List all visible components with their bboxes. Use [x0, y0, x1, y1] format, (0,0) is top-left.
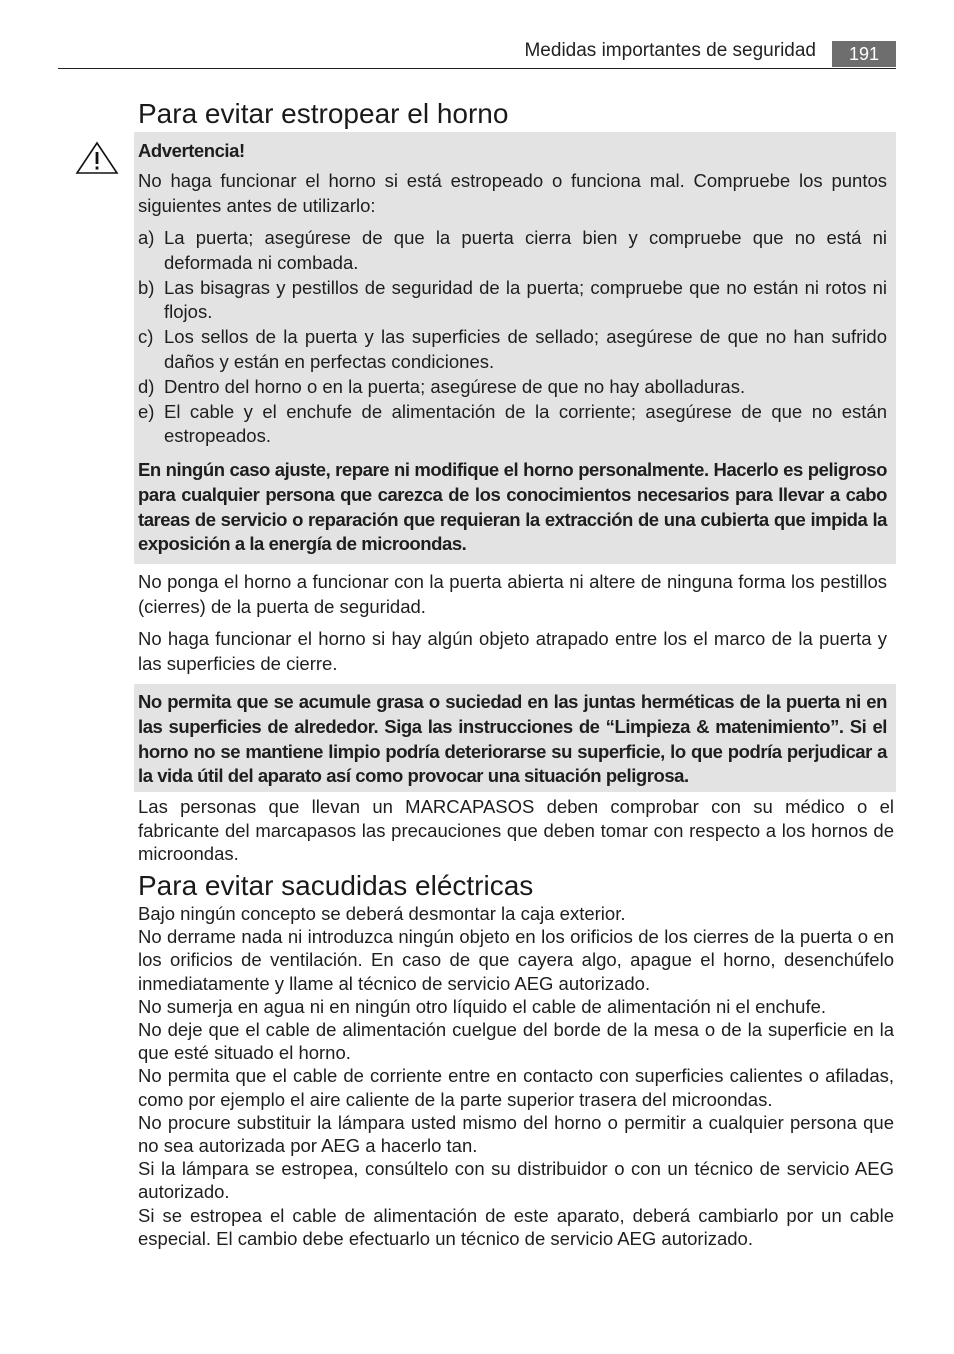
paragraph: No deje que el cable de alimentación cuelgue del borde de la mesa o de la superficie en la que esté situado el horno. [138, 1019, 894, 1064]
list-item [138, 276, 887, 326]
list-item [138, 375, 887, 400]
electric-shock-paragraphs [138, 902, 894, 1250]
list-item-text: La puerta; asegúrese de que la puerta cierra bien y compruebe que no está ni deformada ni combada. [164, 227, 887, 273]
list-item-text: Dentro del horno o en la puerta; asegúrese de que no hay abolladuras. [164, 375, 746, 397]
warning-label: Advertencia! [138, 140, 245, 161]
paragraph: No derrame nada ni introduzca ningún objeto en los orificios de los cierres de la puerta o en los orificios de ventilación. En caso de que cayera algo, apague el horno, desenchúfelo inmediatamente y llame al técnico de servicio AEG autorizado. [138, 926, 894, 994]
list-item [138, 325, 887, 375]
door-open-paragraph: No ponga el horno a funcionar con la puerta abierta ni altere de ninguna forma los pestillos (cierres) de la puerta de seguridad. [138, 571, 887, 617]
list-item [138, 226, 887, 276]
paragraph: No permita que el cable de corriente entre en contacto con superficies calientes o afiladas, como por ejemplo el aire caliente de la parte superior trasera del microondas. [138, 1065, 894, 1110]
header-rule [58, 68, 896, 69]
warning-intro: No haga funcionar el horno si está estropeado o funciona mal. Compruebe los puntos siguientes antes de utilizarlo: [138, 170, 887, 216]
check-list [138, 226, 887, 449]
section-heading-oven-damage: Para evitar estropear el horno [138, 98, 509, 129]
running-header-title: Medidas importantes de seguridad [524, 40, 816, 61]
list-item-text: Las bisagras y pestillos de seguridad de la puerta; compruebe que no están ni rotos ni flojos. [164, 276, 887, 323]
repair-warning: En ningún caso ajuste, repare ni modifique el horno personalmente. Hacerlo es peligroso para cualquier persona que carezca de los conocimientos necesarios para llevar a cabo tareas de servicio o reparación que requieran la extracción de una cubierta que impida la exposición a la energía de microondas. [138, 459, 887, 555]
paragraph: Bajo ningún concepto se deberá desmontar la caja exterior. [138, 903, 626, 924]
section-heading-electric-shock: Para evitar sacudidas eléctricas [138, 870, 534, 901]
trapped-object-paragraph: No haga funcionar el horno si hay algún objeto atrapado entre los el marco de la puerta y las superficies de cierre. [138, 628, 887, 674]
list-marker: c) [138, 326, 154, 348]
paragraph: No procure substituir la lámpara usted mismo del horno o permitir a cualquier persona que no sea autorizada por AEG a hacerlo tan. [138, 1111, 894, 1157]
paragraph: Si se estropea el cable de alimentación de este aparato, deberá cambiarlo por un cable especial. El cambio debe efectuarlo un técnico de servicio AEG autorizado. [138, 1204, 894, 1249]
list-marker: e) [138, 400, 155, 422]
list-marker: b) [138, 276, 155, 298]
list-item-text: El cable y el enchufe de alimentación de la corriente; asegúrese de que no están estropeados. [164, 400, 887, 447]
list-item [138, 400, 887, 450]
list-item-text: Los sellos de la puerta y las superficies de sellado; asegúrese de que no han sufrido daños y están en perfectas condiciones. [164, 326, 887, 372]
pacemaker-paragraph: Las personas que llevan un MARCAPASOS deben comprobar con su médico o el fabricante del marcapasos las precauciones que deben tomar con respecto a los hornos de microondas. [138, 796, 894, 864]
page-number: 191 [832, 41, 896, 67]
paragraph: Si la lámpara se estropea, consúltelo con su distribuidor o con un técnico de servicio AEG autorizado. [138, 1158, 894, 1203]
list-marker: d) [138, 375, 155, 397]
cleaning-notice: No permita que se acumule grasa o suciedad en las juntas herméticas de la puerta ni en las superficies de alrededor. Siga las instrucciones de “Limpieza & matenimiento”. Si el horno no se mantiene limpio podría deteriorarse su superficie, lo que podría perjudicar a la vida útil del aparato así como provocar una situación peligrosa. [138, 691, 887, 787]
paragraph: No sumerja en agua ni en ningún otro líquido el cable de alimentación ni el enchufe. [138, 995, 827, 1017]
warning-triangle-icon [74, 140, 120, 176]
list-marker: a) [138, 227, 155, 248]
